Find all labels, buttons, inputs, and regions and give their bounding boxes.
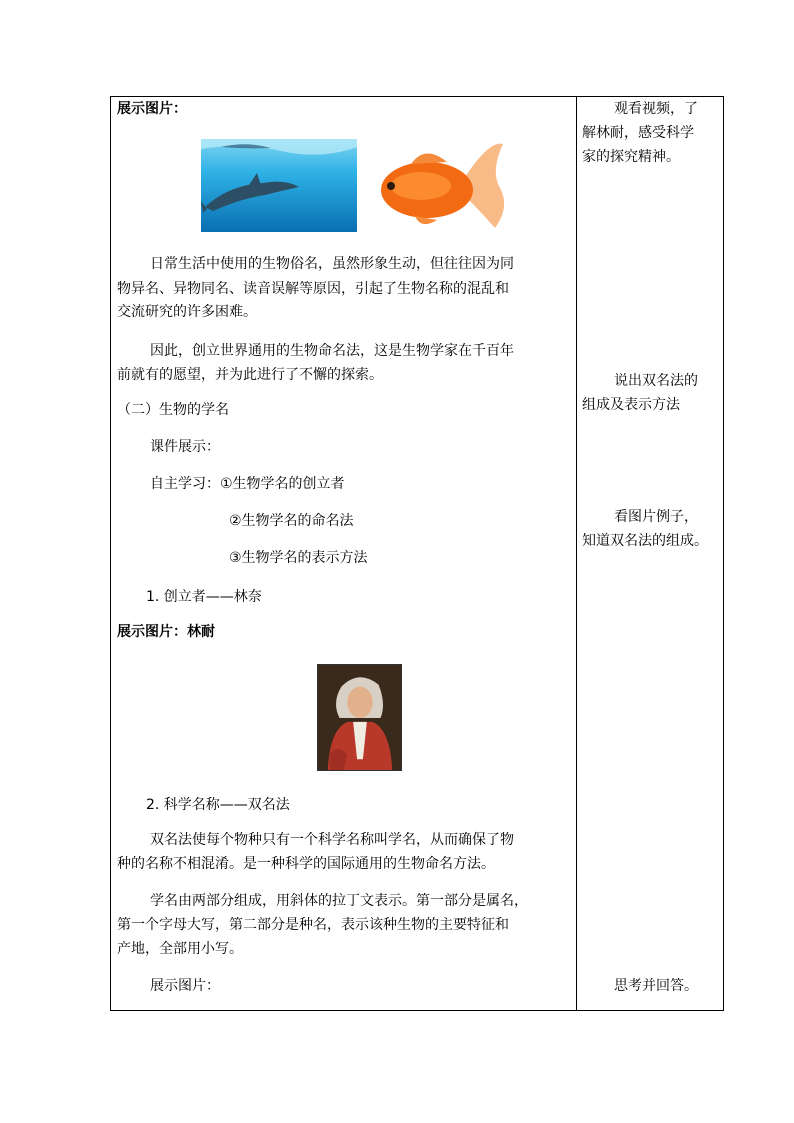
- right-note-1-line-3: 家的探究精神。: [582, 149, 680, 165]
- section-heading-scientific-name: （二）生物的学名: [117, 402, 229, 418]
- dolphin-image: [201, 139, 357, 232]
- list-item-binomial: 2. 科学名称——双名法: [146, 797, 290, 813]
- right-note-1-line-1: 观看视频，了: [614, 101, 698, 117]
- heading-show-pictures-linnaeus: 展示图片：林耐: [117, 624, 215, 640]
- linnaeus-portrait-image: [317, 664, 402, 771]
- heading-show-pictures: 展示图片：: [117, 101, 187, 117]
- paragraph-1-line-1: 日常生活中使用的生物俗名，虽然形象生动，但往往因为同: [150, 256, 514, 272]
- self-study-item-1: 自主学习：①生物学名的创立者: [150, 476, 345, 492]
- right-note-3-line-2: 知道双名法的组成。: [582, 533, 708, 549]
- paragraph-1-line-2: 物异名、异物同名、读音误解等原因，引起了生物名称的混乱和: [117, 281, 509, 297]
- courseware-label: 课件展示：: [150, 439, 220, 455]
- paragraph-3-line-1: 双名法使每个物种只有一个科学名称叫学名，从而确保了物: [150, 832, 514, 848]
- right-note-1-line-2: 解林耐，感受科学: [582, 125, 694, 141]
- paragraph-2-line-2: 前就有的愿望，并为此进行了不懈的探索。: [117, 367, 383, 383]
- paragraph-3-line-2: 种的名称不相混淆。是一种科学的国际通用的生物命名方法。: [117, 856, 495, 872]
- self-study-item-2: ②生物学名的命名法: [229, 513, 354, 529]
- right-note-3-line-1: 看图片例子，: [614, 509, 698, 525]
- show-pictures-label: 展示图片：: [150, 978, 220, 994]
- goldfish-image: [371, 140, 517, 232]
- column-divider: [576, 96, 577, 1011]
- paragraph-4-line-2: 第一个字母大写，第二部分是种名，表示该种生物的主要特征和: [117, 917, 509, 933]
- paragraph-1-line-3: 交流研究的许多困难。: [117, 304, 257, 320]
- paragraph-4-line-3: 产地，全部用小写。: [117, 941, 243, 957]
- right-note-2-line-2: 组成及表示方法: [582, 397, 680, 413]
- self-study-item-3: ③生物学名的表示方法: [229, 550, 368, 566]
- right-note-2-line-1: 说出双名法的: [614, 373, 698, 389]
- paragraph-2-line-1: 因此，创立世界通用的生物命名法，这是生物学家在千百年: [150, 343, 514, 359]
- right-note-4: 思考并回答。: [614, 978, 698, 994]
- paragraph-4-line-1: 学名由两部分组成，用斜体的拉丁文表示。第一部分是属名，: [150, 893, 528, 909]
- lesson-table: [110, 96, 724, 1011]
- list-item-founder: 1. 创立者——林奈: [146, 589, 262, 605]
